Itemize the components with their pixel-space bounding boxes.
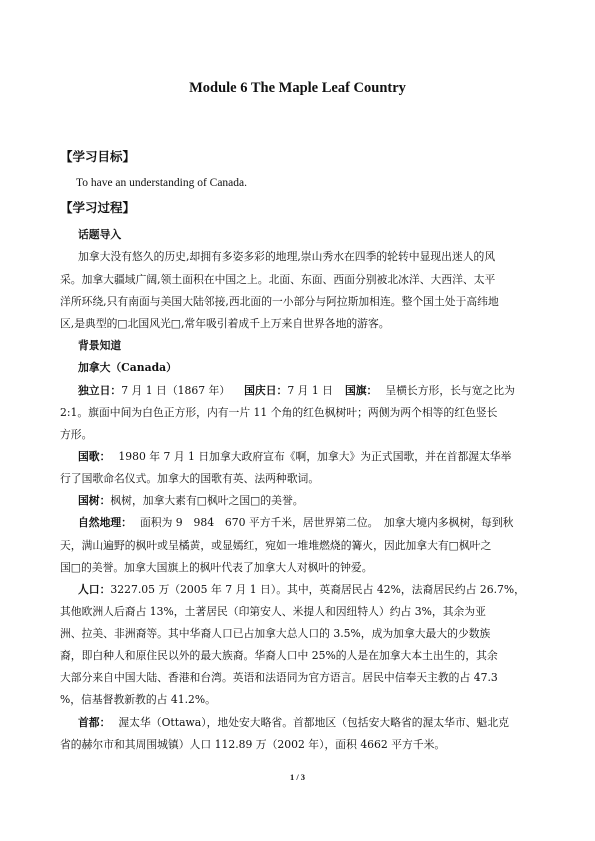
geography-text: 面积为 9 984 670 平方千米，居世界第二位。 加拿大境内多枫树，每到秋 [139, 516, 514, 529]
background-label: 背景知道 [78, 339, 122, 352]
flag-text: 呈横长方形，长与宽之比为 [385, 384, 515, 397]
learning-goal-heading: 【学习目标】 [60, 149, 136, 164]
population-line: 裔，即白种人和原住民以外的最大族裔。华裔人口中 25%的人是在加拿大本土出生的，其余 [60, 649, 498, 662]
anthem-line: 行了国歌命名仪式。加拿大的国歌有英、法两种歌词。 [60, 472, 320, 485]
flag-line: 2:1。旗面中间为白色正方形，内有一片 11 个角的红色枫树叶；两侧为两个相等的红色竖长 [60, 406, 498, 419]
page-title: Module 6 The Maple Leaf Country [189, 80, 406, 96]
flag-label: 国旗： [344, 384, 378, 397]
topic-intro-line: 区,是典型的□北国风光□,常年吸引着成千上万来自世界各地的游客。 [60, 317, 390, 330]
national-tree-line [78, 494, 304, 508]
geography-label: 自然地理： [78, 516, 132, 529]
topic-intro-label: 话题导入 [78, 228, 122, 241]
population-label: 人口： [78, 583, 111, 596]
population-text: 3227.05 万（2005 年 7 月 1 日）。其中，英裔居民占 42%，法裔居民约占 26.7%， [110, 583, 525, 596]
flag-line: 方形。 [60, 428, 93, 441]
topic-intro-line: 洋所环绕,只有南面与美国大陆邻接,西北面的一小部分与阿拉斯加相连。整个国土处于高纬地 [60, 295, 499, 308]
capital-label: 首都： [78, 716, 111, 729]
independence-value: 7 月 1 日（1867 年） [121, 384, 231, 397]
anthem-text: 1980 年 7 月 1 日加拿大政府宣布《啊，加拿大》为正式国歌，并在首都渥太华举 [118, 450, 512, 463]
topic-intro-line: 采。加拿大疆域广阔,领土面积在中国之上。北面、东面、西面分别被北冰洋、大西洋、太平 [60, 273, 496, 286]
geography-line: 天，满山遍野的枫叶或呈橘黄，或显嫣红，宛如一堆堆燃烧的篝火，因此加拿大有□枫叶之 [60, 539, 492, 552]
geography-line [78, 516, 513, 530]
learning-process-heading: 【学习过程】 [60, 200, 136, 215]
tree-text: 枫树，加拿大素有□枫叶之国□的美誉。 [110, 494, 304, 507]
country-name: 加拿大（Canada） [78, 361, 177, 374]
learning-goal-text: To have an understanding of Canada. [76, 177, 248, 189]
population-line [78, 583, 525, 597]
anthem-line [78, 450, 511, 464]
population-line: 其他欧洲人后裔占 13%，土著居民（印第安人、米提人和因纽特人）约占 3%，其余为亚 [60, 605, 486, 618]
capital-line: 省的赫尔市和其周围城镇）人口 112.89 万（2002 年），面积 4662 平方千米。 [60, 738, 446, 751]
national-day-value: 7 月 1 日 [287, 384, 333, 397]
population-line: 洲、拉美、非洲裔等。其中华裔人口已占加拿大总人口的 3.5%，成为加拿大最大的少数族 [60, 627, 491, 640]
capital-line [78, 716, 509, 730]
national-day-label: 国庆日： [244, 384, 288, 397]
topic-intro-line: 加拿大没有悠久的历史,却拥有多姿多彩的地理,崇山秀水在四季的轮转中显现出迷人的风 [78, 250, 496, 263]
independence-flag-line [78, 384, 515, 398]
tree-label: 国树： [78, 494, 111, 507]
page-number: 1 / 3 [289, 772, 306, 782]
geography-line: 国□的美誉。加拿大国旗上的枫叶代表了加拿大人对枫叶的钟爱。 [60, 561, 373, 574]
independence-label: 独立日： [78, 384, 122, 397]
capital-text: 渥太华（Ottawa），地处安大略省。首都地区（包括安大略省的渥太华市、魁北克 [118, 716, 509, 729]
population-line: %，信基督教新教的占 41.2%。 [60, 693, 216, 706]
population-line: 大部分来自中国大陆、香港和台湾。英语和法语同为官方语言。居民中信奉天主教的占 47.3 [60, 671, 498, 684]
anthem-label: 国歌： [78, 450, 111, 463]
